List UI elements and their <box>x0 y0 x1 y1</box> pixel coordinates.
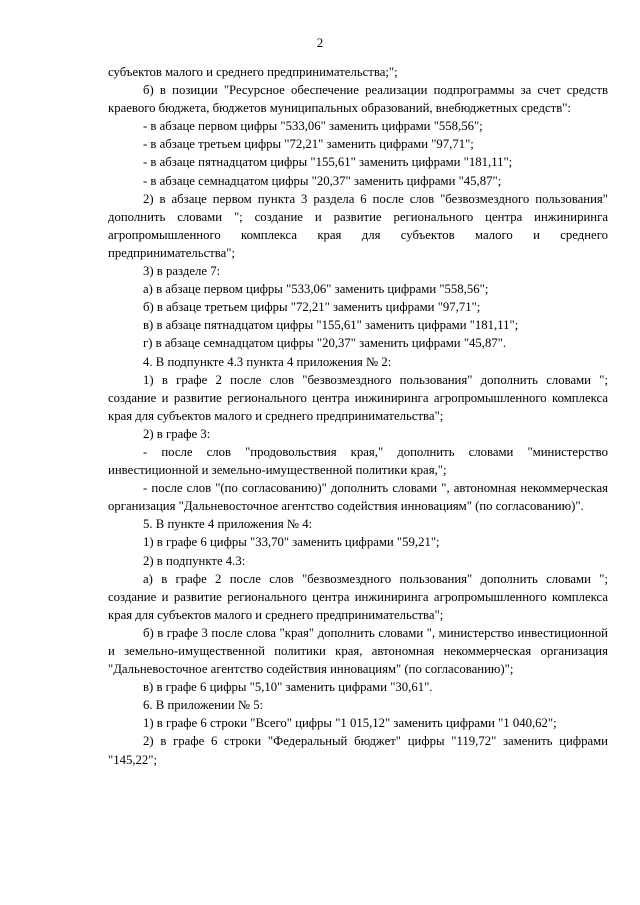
paragraph: в) в абзаце пятнадцатом цифры "155,61" заменить цифрами "181,11"; <box>143 318 519 333</box>
paragraph: 3) в разделе 7: <box>143 264 221 279</box>
paragraph: в) в графе 6 цифры "5,10" заменить цифрами "30,61". <box>143 680 433 695</box>
paragraph: а) в графе 2 после слов "безвозмездного пользования" дополнить словами "; создание и развитие регионального центра инжиниринга агропромышленного комплекса края для субъектов малого и среднего предпринимательства"; <box>108 571 608 622</box>
paragraph: б) в абзаце третьем цифры "72,21" заменить цифрами "97,71"; <box>143 300 481 315</box>
paragraph: - в абзаце третьем цифры "72,21" заменить цифрами "97,71"; <box>143 137 474 152</box>
page-number: 2 <box>316 35 324 50</box>
paragraph: 1) в графе 6 строки "Всего" цифры "1 015,12" заменить цифрами "1 040,62"; <box>143 716 557 731</box>
paragraph: - в абзаце первом цифры "533,06" заменить цифрами "558,56"; <box>143 119 483 134</box>
paragraph: 1) в графе 2 после слов "безвозмездного пользования" дополнить словами "; создание и развитие регионального центра инжиниринга агропромышленного комплекса края для субъектов малого и среднего предпринимательства"; <box>108 372 608 423</box>
paragraph: 2) в графе 3: <box>143 426 211 441</box>
paragraph: г) в абзаце семнадцатом цифры "20,37" заменить цифрами "45,87". <box>143 336 507 351</box>
paragraph: 1) в графе 6 цифры "33,70" заменить цифрами "59,21"; <box>143 535 440 550</box>
document-body <box>108 63 608 769</box>
paragraph: - в абзаце пятнадцатом цифры "155,61" заменить цифрами "181,11"; <box>143 155 513 170</box>
paragraph: б) в позиции "Ресурсное обеспечение реализации подпрограммы за счет средств краевого бюджета, бюджетов муниципальных образований, внебюджетных средств": <box>108 83 608 116</box>
paragraph: а) в абзаце первом цифры "533,06" заменить цифрами "558,56"; <box>143 282 489 297</box>
paragraph: 5. В пункте 4 приложения № 4: <box>143 517 313 532</box>
paragraph: б) в графе 3 после слова "края" дополнить словами ", министерство инвестиционной и земельно-имущественной политики края, автономная некоммерческая организация "Дальневосточное агентство содействия инновациям" (по согласованию)"; <box>108 625 608 677</box>
paragraph: - в абзаце семнадцатом цифры "20,37" заменить цифрами "45,87"; <box>143 173 502 188</box>
paragraph: 2) в подпункте 4.3: <box>143 553 246 568</box>
paragraph: - после слов "(по согласованию)" дополнить словами ", автономная некоммерческая организация "Дальневосточное агентство содействия инновациям" (по согласованию)". <box>108 481 608 514</box>
paragraph: субъектов малого и среднего предпринимательства;"; <box>108 65 398 79</box>
paragraph: 2) в абзаце первом пункта 3 раздела 6 после слов "безвозмездного пользования" дополнить словами "; создание и развитие регионального центра инжиниринга агропромышленного комплекса края для субъектов малого и среднего предпринимательства"; <box>108 191 608 260</box>
paragraph: 6. В приложении № 5: <box>143 698 264 713</box>
paragraph: 2) в графе 6 строки "Федеральный бюджет" цифры "119,72" заменить цифрами "145,22"; <box>108 734 608 767</box>
paragraph: 4. В подпункте 4.3 пункта 4 приложения № 2: <box>143 354 392 369</box>
paragraph: - после слов "продовольствия края," дополнить словами "министерство инвестиционной и земельно-имущественной политики края,"; <box>108 444 608 478</box>
